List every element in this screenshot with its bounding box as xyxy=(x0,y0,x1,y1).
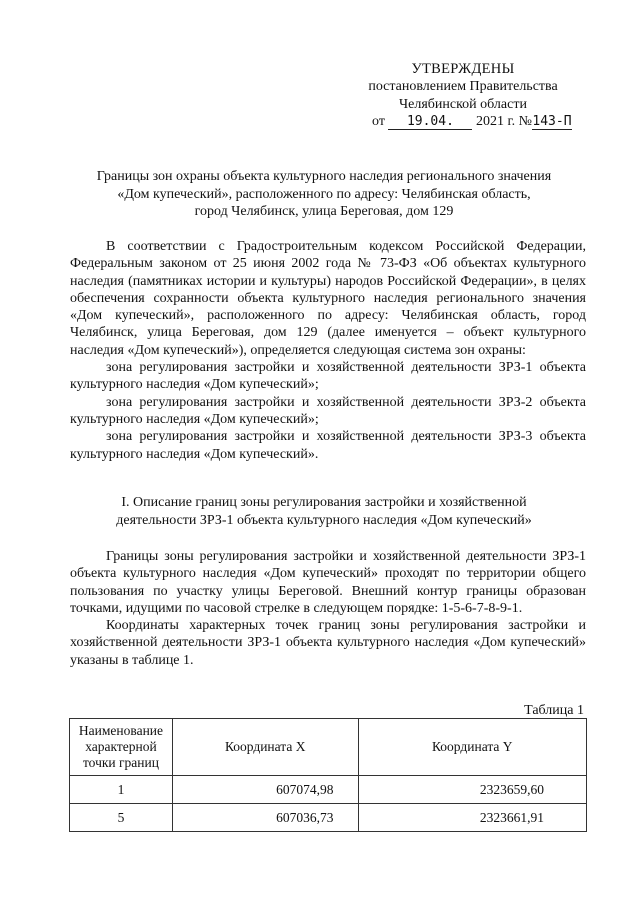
cell-x: 607074,98 xyxy=(172,776,358,804)
table-row xyxy=(70,776,587,804)
cell-y: 2323659,60 xyxy=(358,776,587,804)
approval-title: УТВЕРЖДЕНЫ xyxy=(411,61,515,77)
cell-point: 1 xyxy=(70,776,173,804)
table-header-row xyxy=(70,719,587,776)
title-line-2: «Дом купеческий», расположенного по адресу: Челябинская область, xyxy=(117,186,531,202)
section-heading-line-2: деятельности ЗРЗ-1 объекта культурного наследия «Дом купеческий» xyxy=(116,513,532,528)
date-field: 19.04. xyxy=(388,115,472,130)
table-caption: Таблица 1 xyxy=(524,703,584,718)
cell-point: 5 xyxy=(70,804,173,832)
cell-x: 607036,73 xyxy=(172,804,358,832)
header-point-name: Наименование характерной точки границ xyxy=(70,719,173,776)
intro-section xyxy=(70,238,586,463)
date-prefix: от xyxy=(372,114,385,129)
approval-line-1: постановлением Правительства xyxy=(368,79,558,94)
number-field: 143-П xyxy=(532,114,572,129)
approval-block xyxy=(352,60,574,114)
zone-item-zrz-3: зона регулирования застройки и хозяйственной деятельности ЗРЗ-3 объекта культурного наследия «Дом купеческий». xyxy=(70,429,586,462)
section-paragraph-2: Координаты характерных точек границ зоны регулирования застройки и хозяйственной деятельности ЗРЗ-1 объекта культурного наследия «Дом купеческий» указаны в таблице 1. xyxy=(70,618,586,668)
header-coordinate-y: Координата Y xyxy=(358,719,587,776)
table-row xyxy=(70,804,587,832)
year-number-text: 2021 г. № xyxy=(475,114,532,129)
approval-date-line xyxy=(372,113,572,131)
header-coordinate-x: Координата X xyxy=(172,719,358,776)
zone-item-zrz-2: зона регулирования застройки и хозяйственной деятельности ЗРЗ-2 объекта культурного наследия «Дом купеческий»; xyxy=(70,394,586,427)
zone-item-zrz-1: зона регулирования застройки и хозяйственной деятельности ЗРЗ-1 объекта культурного наследия «Дом купеческий»; xyxy=(70,360,586,393)
approval-line-2: Челябинской области xyxy=(399,97,527,112)
intro-paragraph: В соответствии с Градостроительным кодексом Российской Федерации, Федеральным законом от 25 июня 2002 года № 73-ФЗ «Об объектах культурного наследия (памятниках истории и культуры) народов Российской Федерации», в целях обеспечения сохранности объекта культурного наследия регионального значения «Дом купеческий», расположенного по адресу: Челябинская область, город Челябинск, улица Береговая, дом 129 (далее именуется – объект культурного наследия «Дом купеческий»), определяется следующая система зон охраны: xyxy=(70,239,586,358)
section-heading-line-1: I. Описание границ зоны регулирования застройки и хозяйственной xyxy=(121,495,527,510)
coordinates-table xyxy=(69,718,587,832)
section-body xyxy=(70,548,586,669)
title-line-3: город Челябинск, улица Береговая, дом 129 xyxy=(194,204,454,219)
title-line-1: Границы зон охраны объекта культурного наследия регионального значения xyxy=(96,169,552,184)
section-paragraph-1: Границы зоны регулирования застройки и хозяйственной деятельности ЗРЗ-1 объекта культурного наследия «Дом купеческий» проходят по территории общего пользования по участку улицы Береговой. Внешний контур границы образован точками, идущими по часовой стрелке в следующем порядке: 1-5-6-7-8-9-1. xyxy=(70,549,586,616)
document-title xyxy=(70,168,578,221)
section-heading xyxy=(70,494,578,530)
cell-y: 2323661,91 xyxy=(358,804,587,832)
